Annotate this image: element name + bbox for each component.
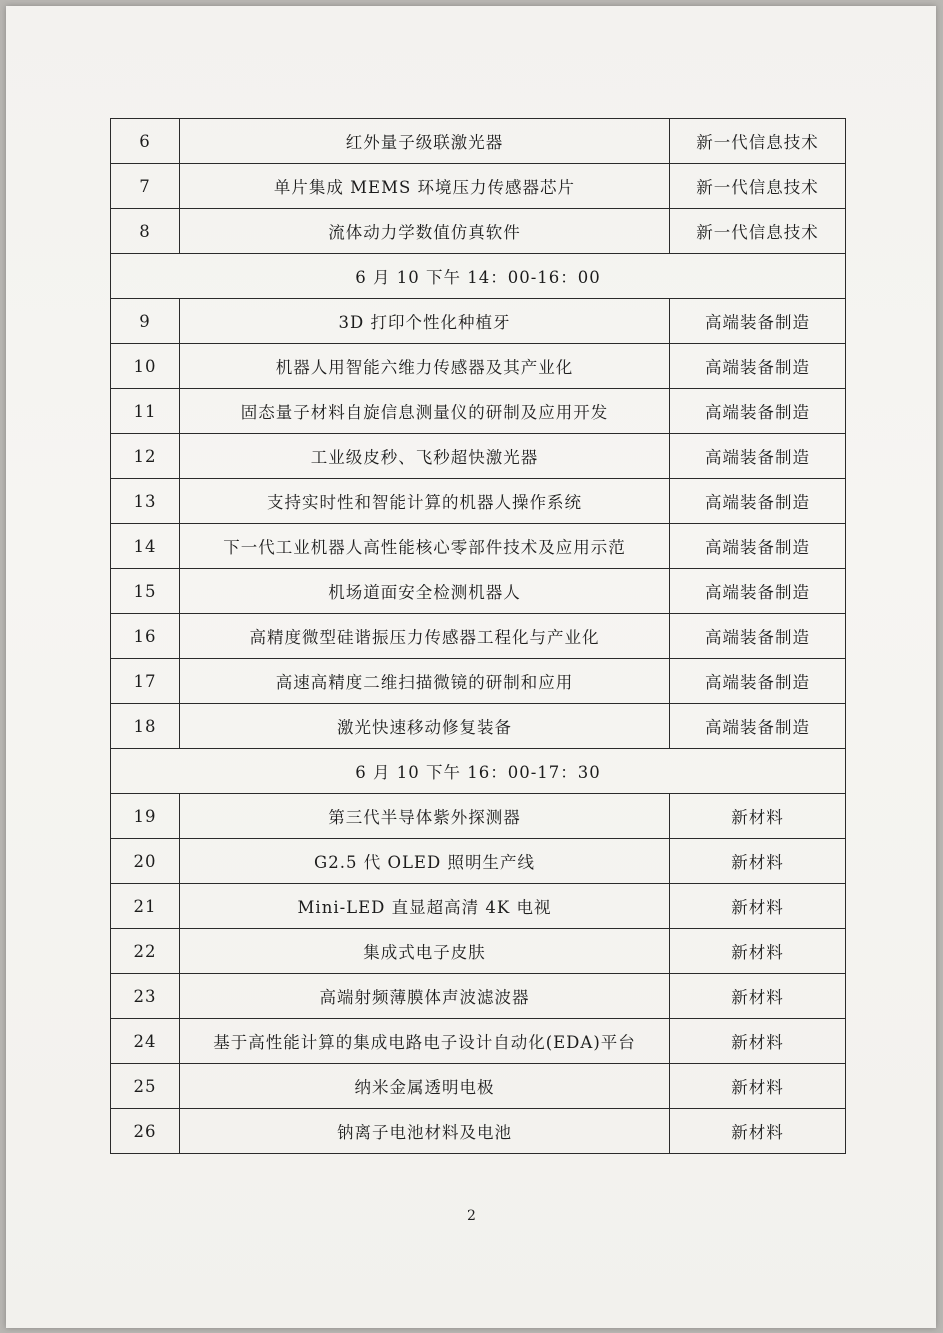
project-name-cell: 高端射频薄膜体声波滤波器 — [180, 974, 670, 1019]
project-name-cell: 支持实时性和智能计算的机器人操作系统 — [180, 479, 670, 524]
row-number-cell: 7 — [111, 164, 180, 209]
project-name-cell: 红外量子级联激光器 — [180, 119, 670, 164]
table-row — [111, 479, 846, 524]
row-number-cell: 22 — [111, 929, 180, 974]
row-number-cell: 8 — [111, 209, 180, 254]
industry-field-cell: 新材料 — [670, 1109, 846, 1154]
session-time-label: 6 月 10 下午 14：00-16：00 — [111, 254, 846, 299]
table-row — [111, 344, 846, 389]
row-number-cell: 19 — [111, 794, 180, 839]
row-number-cell: 13 — [111, 479, 180, 524]
table-row — [111, 569, 846, 614]
project-name-cell: 第三代半导体紫外探测器 — [180, 794, 670, 839]
industry-field-cell: 高端装备制造 — [670, 389, 846, 434]
project-name-cell: 固态量子材料自旋信息测量仪的研制及应用开发 — [180, 389, 670, 434]
table-row — [111, 299, 846, 344]
project-name-cell: 激光快速移动修复装备 — [180, 704, 670, 749]
row-number-cell: 9 — [111, 299, 180, 344]
industry-field-cell: 新材料 — [670, 929, 846, 974]
table-row — [111, 884, 846, 929]
project-name-cell: 流体动力学数值仿真软件 — [180, 209, 670, 254]
industry-field-cell: 高端装备制造 — [670, 524, 846, 569]
row-number-cell: 20 — [111, 839, 180, 884]
industry-field-cell: 高端装备制造 — [670, 299, 846, 344]
table-row — [111, 839, 846, 884]
row-number-cell: 26 — [111, 1109, 180, 1154]
project-name-cell: 高精度微型硅谐振压力传感器工程化与产业化 — [180, 614, 670, 659]
row-number-cell: 23 — [111, 974, 180, 1019]
table-row — [111, 524, 846, 569]
table-row — [111, 974, 846, 1019]
project-name-cell: 基于高性能计算的集成电路电子设计自动化(EDA)平台 — [180, 1019, 670, 1064]
project-name-cell: 单片集成 MEMS 环境压力传感器芯片 — [180, 164, 670, 209]
row-number-cell: 6 — [111, 119, 180, 164]
project-name-cell: 3D 打印个性化种植牙 — [180, 299, 670, 344]
project-name-cell: G2.5 代 OLED 照明生产线 — [180, 839, 670, 884]
project-name-cell: Mini-LED 直显超高清 4K 电视 — [180, 884, 670, 929]
project-schedule-table — [110, 118, 846, 1154]
industry-field-cell: 高端装备制造 — [670, 479, 846, 524]
table-row — [111, 794, 846, 839]
row-number-cell: 21 — [111, 884, 180, 929]
session-time-label: 6 月 10 下午 16：00-17：30 — [111, 749, 846, 794]
project-name-cell: 工业级皮秒、飞秒超快激光器 — [180, 434, 670, 479]
industry-field-cell: 高端装备制造 — [670, 344, 846, 389]
industry-field-cell: 高端装备制造 — [670, 659, 846, 704]
table-row — [111, 659, 846, 704]
table-row — [111, 164, 846, 209]
table-row — [111, 1019, 846, 1064]
table-body — [111, 119, 846, 1154]
row-number-cell: 15 — [111, 569, 180, 614]
industry-field-cell: 新一代信息技术 — [670, 119, 846, 164]
industry-field-cell: 新一代信息技术 — [670, 164, 846, 209]
table-row — [111, 929, 846, 974]
industry-field-cell: 高端装备制造 — [670, 704, 846, 749]
session-header-row — [111, 254, 846, 299]
table-row — [111, 614, 846, 659]
table-row — [111, 1064, 846, 1109]
industry-field-cell: 新材料 — [670, 839, 846, 884]
table-row — [111, 209, 846, 254]
row-number-cell: 24 — [111, 1019, 180, 1064]
row-number-cell: 10 — [111, 344, 180, 389]
table-row — [111, 434, 846, 479]
document-page — [6, 6, 936, 1328]
table-row — [111, 389, 846, 434]
row-number-cell: 25 — [111, 1064, 180, 1109]
page-number: 2 — [467, 1208, 476, 1224]
project-name-cell: 集成式电子皮肤 — [180, 929, 670, 974]
project-name-cell: 纳米金属透明电极 — [180, 1064, 670, 1109]
table-row — [111, 1109, 846, 1154]
industry-field-cell: 新材料 — [670, 1064, 846, 1109]
project-name-cell: 机场道面安全检测机器人 — [180, 569, 670, 614]
industry-field-cell: 高端装备制造 — [670, 569, 846, 614]
project-name-cell: 高速高精度二维扫描微镜的研制和应用 — [180, 659, 670, 704]
row-number-cell: 12 — [111, 434, 180, 479]
row-number-cell: 16 — [111, 614, 180, 659]
industry-field-cell: 新一代信息技术 — [670, 209, 846, 254]
row-number-cell: 11 — [111, 389, 180, 434]
industry-field-cell: 新材料 — [670, 1019, 846, 1064]
table-row — [111, 119, 846, 164]
industry-field-cell: 高端装备制造 — [670, 614, 846, 659]
industry-field-cell: 新材料 — [670, 794, 846, 839]
project-name-cell: 钠离子电池材料及电池 — [180, 1109, 670, 1154]
industry-field-cell: 新材料 — [670, 974, 846, 1019]
industry-field-cell: 新材料 — [670, 884, 846, 929]
project-name-cell: 机器人用智能六维力传感器及其产业化 — [180, 344, 670, 389]
project-name-cell: 下一代工业机器人高性能核心零部件技术及应用示范 — [180, 524, 670, 569]
row-number-cell: 18 — [111, 704, 180, 749]
table-row — [111, 704, 846, 749]
session-header-row — [111, 749, 846, 794]
row-number-cell: 17 — [111, 659, 180, 704]
row-number-cell: 14 — [111, 524, 180, 569]
industry-field-cell: 高端装备制造 — [670, 434, 846, 479]
